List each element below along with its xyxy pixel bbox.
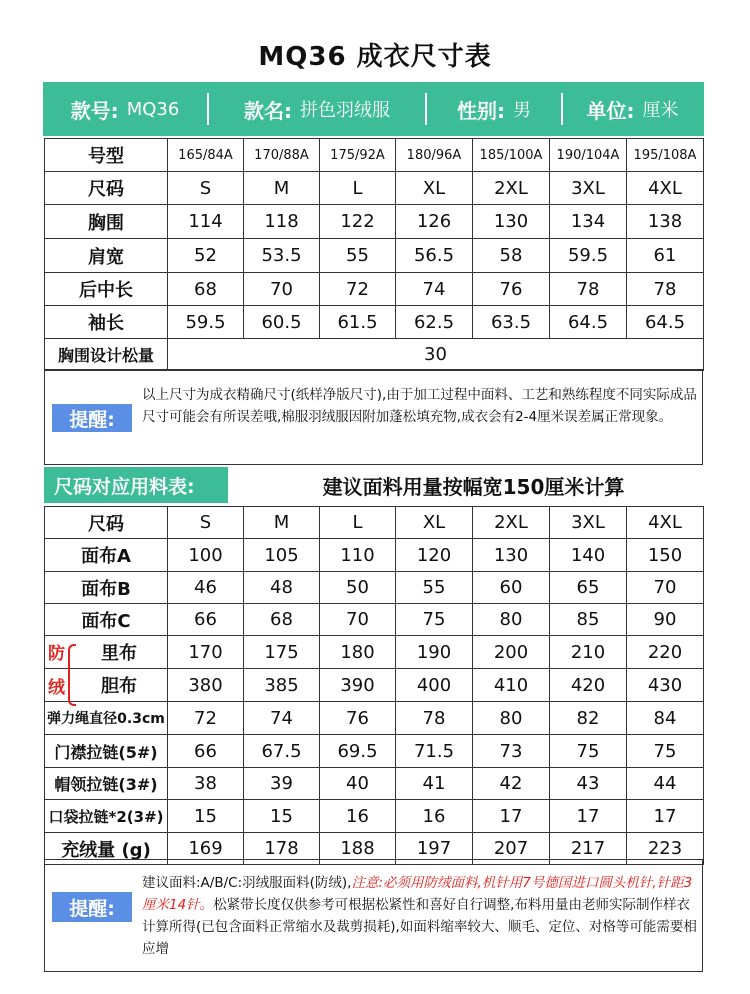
style-no-cell: [43, 82, 207, 136]
table-cell: 178: [244, 833, 320, 865]
table-cell: 75: [627, 735, 704, 768]
table-cell: 210: [550, 636, 627, 669]
table-cell: 420: [550, 669, 627, 702]
row-label: 号型: [45, 139, 168, 172]
table-cell: 38: [168, 768, 244, 800]
table-cell: 120: [396, 539, 473, 572]
table-cell: 66: [168, 604, 244, 636]
table-cell: 71.5: [396, 735, 473, 768]
down-proof-char-1: 防: [48, 644, 65, 664]
style-name-label: 款名:: [244, 98, 292, 123]
reminder-text: [142, 872, 698, 960]
row-label: 帽领拉链(3#): [45, 768, 168, 800]
material-section-header: [44, 465, 703, 505]
table-header-cell: XL: [396, 507, 473, 539]
table-cell: 55: [396, 572, 473, 604]
table-cell: 3XL: [550, 172, 627, 205]
reminder-box-2: [44, 859, 703, 972]
table-cell: 17: [627, 800, 704, 833]
table-row: [45, 172, 704, 205]
table-row: [45, 239, 704, 273]
table-cell: 69.5: [320, 735, 396, 768]
gender-cell: [427, 82, 561, 136]
table-cell: 126: [396, 205, 473, 239]
ease-label: 胸围设计松量: [45, 339, 168, 371]
size-table: [44, 138, 704, 371]
table-header-cell: S: [168, 507, 244, 539]
table-cell: 410: [473, 669, 550, 702]
table-cell: 84: [627, 702, 704, 735]
table-cell: 130: [473, 205, 550, 239]
style-no-value: MQ36: [126, 98, 180, 120]
table-cell: 46: [168, 572, 244, 604]
table-cell: 105: [244, 539, 320, 572]
reminder-box-1: [44, 369, 703, 465]
table-cell: 66: [168, 735, 244, 768]
fabric-suggestion: 建议面料:A/B/C:羽绒服面料(防绒),: [142, 875, 352, 891]
row-label: 尺码: [45, 507, 168, 539]
table-cell: 134: [550, 205, 627, 239]
reminder-badge: 提醒:: [52, 404, 132, 432]
row-label: 胆布: [45, 669, 168, 702]
table-cell: 53.5: [244, 239, 320, 273]
table-row: [45, 636, 704, 669]
table-cell: 122: [320, 205, 396, 239]
table-row: [45, 306, 704, 339]
table-header-cell: 4XL: [627, 507, 704, 539]
table-cell: 207: [473, 833, 550, 865]
table-cell: L: [320, 172, 396, 205]
table-cell: 43: [550, 768, 627, 800]
table-cell: 78: [627, 273, 704, 306]
ease-value: 30: [168, 339, 704, 371]
table-cell: 17: [473, 800, 550, 833]
table-cell: 80: [473, 604, 550, 636]
table-cell: 70: [320, 604, 396, 636]
row-label: 门襟拉链(5#): [45, 735, 168, 768]
material-table: [44, 506, 704, 865]
row-label: 尺码: [45, 172, 168, 205]
row-label: 后中长: [45, 273, 168, 306]
table-cell: S: [168, 172, 244, 205]
table-cell: 16: [396, 800, 473, 833]
style-name-value: 拼色羽绒服: [300, 100, 390, 121]
table-cell: 72: [320, 273, 396, 306]
table-cell: 195/108A: [627, 139, 704, 172]
header-bar: [43, 82, 704, 136]
table-cell: 63.5: [473, 306, 550, 339]
row-label: 袖长: [45, 306, 168, 339]
unit-value: 厘米: [642, 100, 679, 121]
table-row: [45, 702, 704, 735]
table-row: [45, 572, 704, 604]
table-cell: 40: [320, 768, 396, 800]
table-cell: 197: [396, 833, 473, 865]
table-cell: 70: [244, 273, 320, 306]
table-cell: 138: [627, 205, 704, 239]
row-label: 口袋拉链*2(3#): [45, 800, 168, 833]
warning-text: 注意:必须用防绒面料,机针用7号德国进口圆头机针,针距3厘米14针。: [142, 875, 693, 913]
table-cell: 67.5: [244, 735, 320, 768]
table-cell: 64.5: [627, 306, 704, 339]
table-cell: 60.5: [244, 306, 320, 339]
table-cell: 82: [550, 702, 627, 735]
down-proof-char-2: 绒: [48, 678, 65, 698]
table-row: [45, 539, 704, 572]
bracket-icon: [68, 644, 76, 706]
row-label: 胸围: [45, 205, 168, 239]
table-cell: 2XL: [473, 172, 550, 205]
table-cell: 175: [244, 636, 320, 669]
table-cell: 180: [320, 636, 396, 669]
down-proof-label: [48, 642, 65, 700]
table-cell: 165/84A: [168, 139, 244, 172]
table-cell: 110: [320, 539, 396, 572]
table-cell: 44: [627, 768, 704, 800]
table-cell: 390: [320, 669, 396, 702]
table-cell: 72: [168, 702, 244, 735]
table-cell: 400: [396, 669, 473, 702]
table-cell: 430: [627, 669, 704, 702]
table-cell: 68: [168, 273, 244, 306]
style-name-cell: [209, 82, 425, 136]
table-cell: 90: [627, 604, 704, 636]
table-cell: 41: [396, 768, 473, 800]
table-header-row: [45, 507, 704, 539]
table-cell: M: [244, 172, 320, 205]
row-label: 肩宽: [45, 239, 168, 273]
table-cell: 4XL: [627, 172, 704, 205]
table-cell: 75: [396, 604, 473, 636]
table-cell: 170: [168, 636, 244, 669]
table-row: [45, 205, 704, 239]
table-cell: 58: [473, 239, 550, 273]
table-cell: 16: [320, 800, 396, 833]
gender-label: 性别:: [457, 98, 505, 123]
table-cell: 150: [627, 539, 704, 572]
page-title: MQ36 成衣尺寸表: [258, 42, 492, 72]
table-cell: 60: [473, 572, 550, 604]
table-row: [45, 735, 704, 768]
table-cell: 118: [244, 205, 320, 239]
table-cell: 180/96A: [396, 139, 473, 172]
table-cell: XL: [396, 172, 473, 205]
table-cell: 130: [473, 539, 550, 572]
table-cell: 59.5: [550, 239, 627, 273]
table-cell: 15: [168, 800, 244, 833]
table-cell: 15: [244, 800, 320, 833]
table-header-cell: 3XL: [550, 507, 627, 539]
table-cell: 185/100A: [473, 139, 550, 172]
table-header-cell: M: [244, 507, 320, 539]
gender-value: 男: [513, 100, 531, 121]
table-header-cell: 2XL: [473, 507, 550, 539]
table-cell: 78: [396, 702, 473, 735]
material-section-label: 尺码对应用料表:: [44, 467, 228, 503]
table-cell: 61.5: [320, 306, 396, 339]
table-row: [45, 768, 704, 800]
table-cell: 380: [168, 669, 244, 702]
table-cell: 17: [550, 800, 627, 833]
table-row: [45, 339, 704, 371]
table-cell: 50: [320, 572, 396, 604]
table-cell: 80: [473, 702, 550, 735]
row-label: 弹力绳直径0.3cm: [45, 702, 168, 735]
table-cell: 85: [550, 604, 627, 636]
unit-cell: [563, 82, 702, 136]
table-cell: 55: [320, 239, 396, 273]
table-cell: 100: [168, 539, 244, 572]
table-cell: 76: [473, 273, 550, 306]
table-cell: 59.5: [168, 306, 244, 339]
table-cell: 170/88A: [244, 139, 320, 172]
table-cell: 220: [627, 636, 704, 669]
table-cell: 56.5: [396, 239, 473, 273]
table-cell: 65: [550, 572, 627, 604]
table-cell: 385: [244, 669, 320, 702]
table-row: [45, 273, 704, 306]
material-section-note: 建议面料用量按幅宽150厘米计算: [322, 474, 625, 499]
table-cell: 74: [244, 702, 320, 735]
table-cell: 61: [627, 239, 704, 273]
table-cell: 76: [320, 702, 396, 735]
table-cell: 190/104A: [550, 139, 627, 172]
table-row: [45, 139, 704, 172]
table-cell: 39: [244, 768, 320, 800]
table-header-cell: L: [320, 507, 396, 539]
row-label: 充绒量 (g): [45, 833, 168, 865]
table-cell: 140: [550, 539, 627, 572]
table-row: [45, 669, 704, 702]
table-cell: 73: [473, 735, 550, 768]
table-cell: 169: [168, 833, 244, 865]
reminder-text: 以上尺寸为成衣精确尺寸(纸样净版尺寸),由于加工过程中面料、工艺和熟练程度不同实际成品尺寸可能会有所误差哦,棉服羽绒服因附加蓬松填充物,成衣会有2-4厘米误差属正常现象。: [142, 387, 697, 425]
table-cell: 75: [550, 735, 627, 768]
reminder-badge: 提醒:: [52, 892, 132, 922]
table-cell: 78: [550, 273, 627, 306]
row-label: 面布A: [45, 539, 168, 572]
table-cell: 42: [473, 768, 550, 800]
usage-note: 松紧带长度仅供参考可根据松紧性和喜好自行调整,布料用量由老师实际制作样衣计算所得(已包含面料正常缩水及裁剪损耗),如面料缩率较大、顺毛、定位、对格等可能需要相应增: [142, 897, 697, 957]
table-row: [45, 604, 704, 636]
table-cell: 188: [320, 833, 396, 865]
table-row: [45, 800, 704, 833]
unit-label: 单位:: [586, 98, 635, 123]
table-cell: 48: [244, 572, 320, 604]
row-label: 面布C: [45, 604, 168, 636]
table-cell: 114: [168, 205, 244, 239]
table-cell: 190: [396, 636, 473, 669]
table-cell: 62.5: [396, 306, 473, 339]
style-no-label: 款号:: [70, 98, 119, 123]
table-cell: 175/92A: [320, 139, 396, 172]
table-cell: 200: [473, 636, 550, 669]
row-label: 面布B: [45, 572, 168, 604]
table-cell: 217: [550, 833, 627, 865]
table-cell: 68: [244, 604, 320, 636]
table-cell: 64.5: [550, 306, 627, 339]
table-cell: 52: [168, 239, 244, 273]
table-cell: 70: [627, 572, 704, 604]
row-label: 里布: [45, 636, 168, 669]
table-cell: 223: [627, 833, 704, 865]
table-cell: 74: [396, 273, 473, 306]
